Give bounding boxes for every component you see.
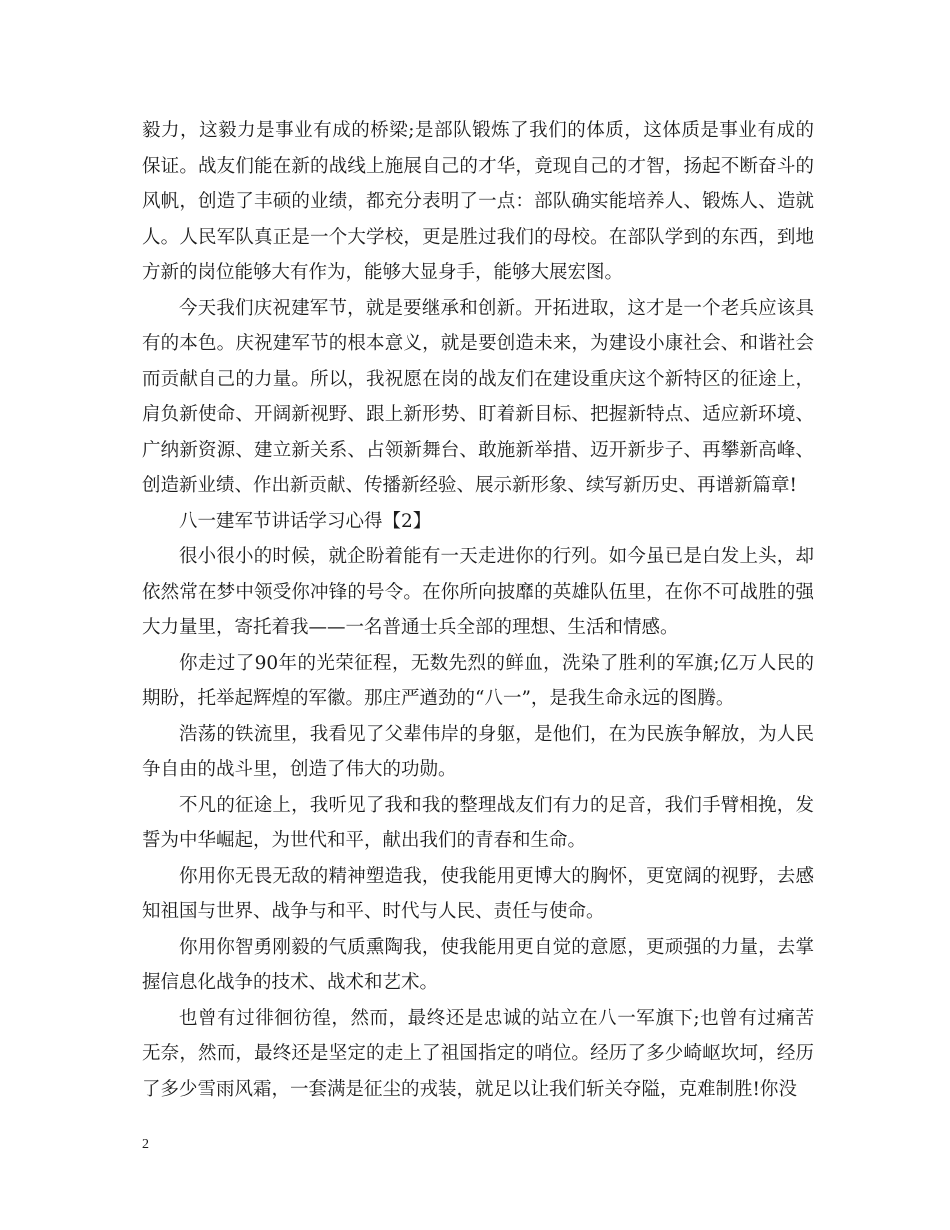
page-number: 2	[142, 1137, 149, 1152]
document-body	[142, 113, 814, 1107]
paragraph: 你用你无畏无敌的精神塑造我，使我能用更博大的胸怀，更宽阔的视野，去感知祖国与世界、战争与和平、时代与人民、责任与使命。	[142, 865, 814, 922]
paragraph: 你走过了90年的光荣征程，无数先烈的鲜血，洗染了胜利的军旗;亿万人民的期盼，托举起辉煌的军徽。那庄严遒劲的“八一”，是我生命永远的图腾。	[142, 652, 814, 709]
paragraph: 很小很小的时候，就企盼着能有一天走进你的行列。如今虽已是白发上头，却依然常在梦中领受你冲锋的号令。在你所向披靡的英雄队伍里，在你不可战胜的强大力量里，寄托着我——一名普通士兵全部的理想、生活和情感。	[142, 546, 814, 638]
paragraph: 今天我们庆祝建军节，就是要继承和创新。开拓进取，这才是一个老兵应该具有的本色。庆祝建军节的根本意义，就是要创造未来，为建设小康社会、和谐社会而贡献自己的力量。所以，我祝愿在岗的战友们在建设重庆这个新特区的征途上，肩负新使命、开阔新视野、跟上新形势、盯着新目标、把握新特点、适应新环境、广纳新资源、建立新关系、占领新舞台、敢施新举措、迈开新步子、再攀新高峰、创造新业绩、作出新贡献、传播新经验、展示新形象、续写新历史、再谱新篇章!	[142, 297, 814, 496]
paragraph: 你用你智勇刚毅的气质熏陶我，使我能用更自觉的意愿，更顽强的力量，去掌握信息化战争的技术、战术和艺术。	[142, 936, 814, 993]
paragraph: 浩荡的铁流里，我看见了父辈伟岸的身躯，是他们，在为民族争解放，为人民争自由的战斗里，创造了伟大的功勋。	[142, 723, 814, 780]
section-heading: 八一建军节讲话学习心得【2】	[179, 510, 432, 532]
paragraph: 也曾有过徘徊彷徨，然而，最终还是忠诚的站立在八一军旗下;也曾有过痛苦无奈，然而，最终还是坚定的走上了祖国指定的哨位。经历了多少崎岖坎坷，经历了多少雪雨风霜，一套满是征尘的戎装，就足以让我们斩关夺隘，克难制胜!你没	[142, 1007, 814, 1100]
paragraph-continued: 毅力，这毅力是事业有成的桥梁;是部队锻炼了我们的体质，这体质是事业有成的保证。战友们能在新的战线上施展自己的才华，竟现自己的才智，扬起不断奋斗的风帆，创造了丰硕的业绩，都充分表明了一点：部队确实能培养人、锻炼人、造就人。人民军队真正是一个大学校，更是胜过我们的母校。在部队学到的东西，到地方新的岗位能够大有作为，能够大显身手，能够大展宏图。	[142, 120, 814, 283]
paragraph: 不凡的征途上，我听见了我和我的整理战友们有力的足音，我们手臂相挽，发誓为中华崛起，为世代和平，献出我们的青春和生命。	[142, 794, 814, 851]
